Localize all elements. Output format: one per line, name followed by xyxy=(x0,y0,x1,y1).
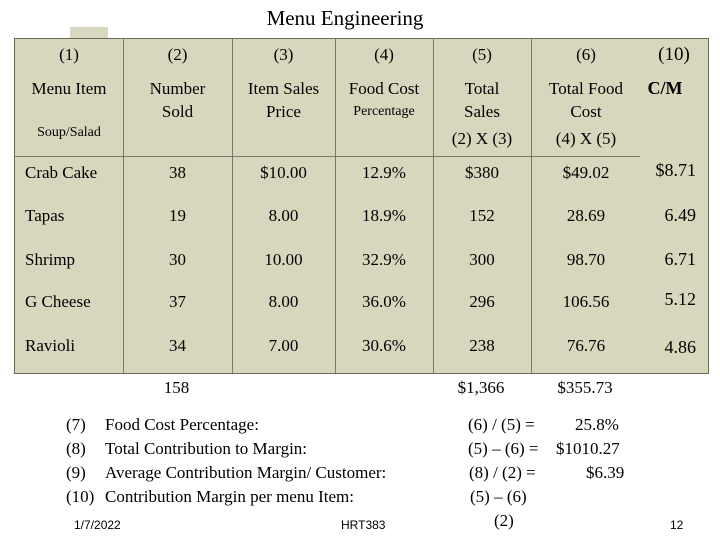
cm-value: 5.12 xyxy=(664,289,696,309)
col-label-total-food: Total Food xyxy=(549,79,623,98)
row-item: Tapas xyxy=(25,206,65,225)
row-fcp: 18.9% xyxy=(362,206,406,225)
category-label: Soup/Salad xyxy=(37,125,101,140)
row-fcp: 12.9% xyxy=(362,163,406,182)
formula-number: (7) xyxy=(66,415,86,434)
formula-number: (9) xyxy=(66,463,86,482)
formula-expression: (5) – (6) = xyxy=(468,439,539,458)
row-cost: 76.76 xyxy=(566,336,606,355)
col-number-2: (2) xyxy=(167,45,188,64)
row-sold: 30 xyxy=(169,250,186,269)
col-number-5: (5) xyxy=(472,45,492,64)
row-sold: 34 xyxy=(169,336,186,355)
formula-label: Food Cost Percentage: xyxy=(105,415,259,434)
formula-value: 25.8% xyxy=(575,415,619,434)
row-item: Crab Cake xyxy=(25,163,98,182)
formula-expression: (8) / (2) = xyxy=(469,463,536,482)
row-fcp: 32.9% xyxy=(362,250,406,269)
col-label-cost: Cost xyxy=(570,102,602,121)
row-sold: 19 xyxy=(169,206,186,225)
row-price: $10.00 xyxy=(260,163,307,182)
cm-column xyxy=(640,38,709,374)
row-sold: 37 xyxy=(169,292,186,311)
menu-table xyxy=(14,38,642,374)
total-sales: $1,366 xyxy=(457,378,505,397)
page-title: Menu Engineering xyxy=(266,6,424,30)
row-cost: 28.69 xyxy=(566,206,606,225)
col-label-food-cost: Food Cost xyxy=(348,79,420,98)
total-cost: $355.73 xyxy=(557,378,613,397)
header-divider xyxy=(15,156,641,157)
cm-value: $8.71 xyxy=(655,160,696,180)
cm-value: 4.86 xyxy=(664,337,696,357)
row-sales: 238 xyxy=(469,336,495,355)
col-label-total: Total xyxy=(464,79,500,98)
page-number: 12 xyxy=(670,518,684,532)
col-label-sales: Sales xyxy=(464,102,500,121)
row-price: 7.00 xyxy=(268,336,299,355)
row-price: 8.00 xyxy=(268,206,299,225)
col-label-number: Number xyxy=(149,79,206,98)
cm-value: 6.49 xyxy=(664,205,696,225)
col-number-4: (4) xyxy=(374,45,394,64)
col-label-formula-6: (4) X (5) xyxy=(555,129,617,148)
col-label-menu-item: Menu Item xyxy=(31,79,107,98)
row-sales: 152 xyxy=(469,206,495,225)
footer-date: 1/7/2022 xyxy=(74,518,121,532)
footer-center: HRT383 xyxy=(341,518,386,532)
row-sales: 296 xyxy=(469,292,495,311)
col-number-10: (10) xyxy=(658,44,690,65)
formula-label: Total Contribution to Margin: xyxy=(105,439,308,458)
row-item: Shrimp xyxy=(25,250,76,269)
row-fcp: 36.0% xyxy=(362,292,406,311)
row-fcp: 30.6% xyxy=(362,336,406,355)
formula-value: $1010.27 xyxy=(556,439,620,458)
formula-expression: (5) – (6) xyxy=(470,487,527,506)
col-number-6: (6) xyxy=(576,45,596,64)
col-label-item-sales: Item Sales xyxy=(247,79,320,98)
row-cost: 106.56 xyxy=(562,292,610,311)
row-price: 10.00 xyxy=(264,250,303,269)
col-label-sold: Sold xyxy=(161,102,194,121)
total-sold: 158 xyxy=(163,378,190,397)
formula-label: Average Contribution Margin/ Customer: xyxy=(105,463,387,482)
row-cost: $49.02 xyxy=(562,163,610,182)
row-sold: 38 xyxy=(169,163,186,182)
col-label-cm: C/M xyxy=(647,78,683,98)
formula-denominator: (2) xyxy=(494,511,514,530)
formula-value: $6.39 xyxy=(586,463,625,482)
col-label-price: Price xyxy=(266,102,301,121)
row-sales: 300 xyxy=(469,250,495,269)
row-price: 8.00 xyxy=(268,292,299,311)
row-item: G Cheese xyxy=(25,292,91,311)
formula-label: Contribution Margin per menu Item: xyxy=(105,487,354,506)
row-sales: $380 xyxy=(465,163,499,182)
row-cost: 98.70 xyxy=(566,250,606,269)
col-label-formula-5: (2) X (3) xyxy=(451,129,513,148)
col-number-1: (1) xyxy=(59,45,79,64)
formula-number: (10) xyxy=(66,487,95,506)
formula-expression: (6) / (5) = xyxy=(468,415,535,434)
col-number-3: (3) xyxy=(273,45,294,64)
row-item: Ravioli xyxy=(25,336,76,355)
formula-number: (8) xyxy=(66,439,86,458)
col-label-percentage: Percentage xyxy=(353,104,415,119)
cm-value: 6.71 xyxy=(664,249,696,269)
